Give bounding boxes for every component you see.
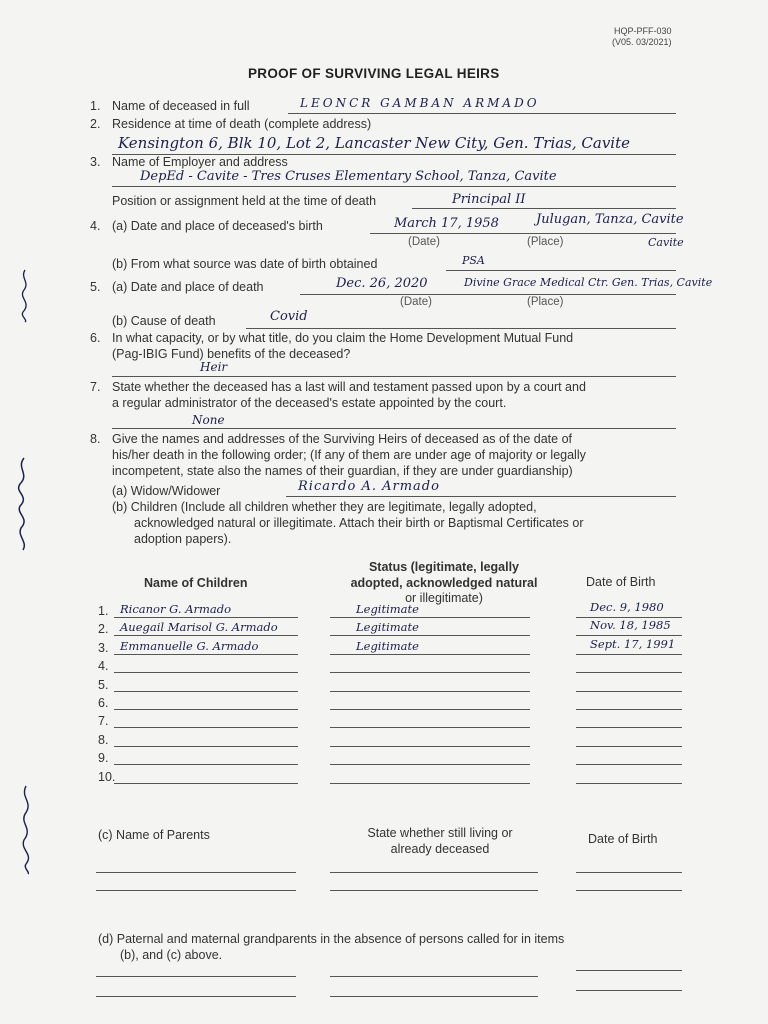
col-status-line2: adopted, acknowledged natural (350, 576, 538, 590)
child-name: Auegail Marisol G. Armado (120, 620, 278, 635)
grandparents-name-line-2 (96, 996, 296, 997)
table-row-number: 7. (98, 714, 109, 729)
table-row-dob-line (576, 727, 682, 728)
q6-line1: In what capacity, or by what title, do you claim the Home Development Mutual Fund (112, 331, 574, 345)
q2-label: Residence at time of death (complete address) (112, 117, 372, 131)
table-row-status-line (330, 709, 530, 710)
parents-col-status-1: State whether still living or (367, 826, 513, 840)
col-name-of-children: Name of Children (144, 576, 248, 590)
table-row-dob-line (576, 764, 682, 765)
q8a-answer: Ricardo A. Armado (298, 479, 440, 494)
child-name: Ricanor G. Armado (120, 602, 232, 616)
table-row-name-line (114, 654, 298, 655)
q4b-line (446, 270, 676, 271)
table-row-dob-line (576, 709, 682, 710)
table-row-name-line (114, 764, 298, 765)
q5b-label: (b) Cause of death (112, 314, 216, 328)
col-status-line3: or illegitimate) (405, 591, 483, 605)
q5a-place: Divine Grace Medical Ctr. Gen. Trias, Cavite (464, 276, 713, 289)
q1-line (288, 113, 676, 114)
table-row-dob-line (576, 691, 682, 692)
table-row-name-line (114, 617, 298, 618)
form-version: (V05. 03/2021) (612, 37, 672, 47)
q5a-line (300, 294, 676, 295)
col-status-line1: Status (legitimate, legally (368, 560, 520, 574)
position-label: Position or assignment held at the time of death (112, 194, 377, 208)
table-row-name-line (114, 727, 298, 728)
signature-mark (14, 268, 36, 324)
q8a-label: (a) Widow/Widower (112, 484, 221, 498)
q8-line3: incompetent, state also the names of their guardian, if they are under guardianship) (112, 464, 573, 478)
item-number-1: 1. (90, 99, 101, 113)
position-answer: Principal II (452, 192, 526, 207)
signature-mark (16, 784, 38, 876)
child-dob: Nov. 18, 1985 (590, 618, 671, 633)
q2-answer: Kensington 6, Blk 10, Lot 2, Lancaster New City, Gen. Trias, Cavite (118, 134, 631, 152)
q5a-label: (a) Date and place of death (112, 280, 264, 294)
table-row-status-line (330, 617, 530, 618)
q7-answer: None (192, 413, 225, 427)
q8b-line2: acknowledged natural or illegitimate. Attach their birth or Baptismal Certificates or (134, 516, 584, 530)
q7-line (112, 428, 676, 429)
q6-line2: (Pag-IBIG Fund) benefits of the deceased? (112, 347, 351, 361)
grandparents-status-line-2 (330, 996, 538, 997)
q7-line2: a regular administrator of the deceased's estate appointed by the court. (112, 396, 507, 410)
q5b-line (246, 328, 676, 329)
table-row-status-line (330, 764, 530, 765)
q4a-date-caption: (Date) (408, 236, 440, 248)
table-row-status-line (330, 691, 530, 692)
item-number-6: 6. (90, 331, 101, 345)
parents-dob-line-1 (576, 872, 682, 873)
q6-answer: Heir (200, 360, 228, 374)
q1-label: Name of deceased in full (112, 99, 250, 113)
table-row-name-line (114, 691, 298, 692)
q8-line1: Give the names and addresses of the Surviving Heirs of deceased as of the date of (112, 432, 572, 446)
q5a-date-caption: (Date) (400, 296, 432, 308)
child-dob: Dec. 9, 1980 (590, 600, 664, 614)
signature-mark (12, 456, 34, 552)
table-row-status-line (330, 635, 530, 636)
page-title: PROOF OF SURVIVING LEGAL HEIRS (248, 66, 500, 81)
table-row-number: 8. (98, 732, 109, 747)
child-status: Legitimate (356, 638, 419, 653)
table-row-number: 3. (98, 640, 109, 655)
grandparents-dob-line-2 (576, 990, 682, 991)
q5a-place-caption: (Place) (527, 296, 564, 308)
table-row-name-line (114, 672, 298, 673)
table-row-dob-line (576, 746, 682, 747)
col-date-of-birth: Date of Birth (586, 575, 656, 589)
q4a-label: (a) Date and place of deceased's birth (112, 219, 323, 233)
table-row-number: 6. (98, 696, 109, 710)
q3-label: Name of Employer and address (112, 155, 288, 169)
parents-name-line-2 (96, 890, 296, 891)
item-number-2: 2. (90, 117, 101, 131)
q8-line2: his/her death in the following order; (If any of them are under age of majority or legally (112, 448, 586, 462)
table-row-name-line (114, 635, 298, 636)
q4a-line (370, 233, 676, 234)
child-status: Legitimate (356, 620, 419, 635)
q4b-answer: PSA (462, 254, 485, 267)
table-row-status-line (330, 727, 530, 728)
table-row-name-line (114, 783, 298, 784)
parents-status-line-2 (330, 890, 538, 891)
grandparents-line2: (b), and (c) above. (120, 948, 223, 962)
table-row-number: 9. (98, 751, 109, 766)
parents-col-name: (c) Name of Parents (98, 828, 210, 842)
table-row-dob-line (576, 654, 682, 655)
table-row-number: 5. (98, 677, 109, 692)
item-number-7: 7. (90, 380, 101, 394)
form-code: HQP-PFF-030 (614, 26, 672, 36)
table-row-number: 4. (98, 659, 109, 674)
table-row-status-line (330, 783, 530, 784)
q8a-line (286, 496, 676, 497)
table-row-name-line (114, 709, 298, 710)
q5a-date: Dec. 26, 2020 (336, 276, 428, 291)
table-row-status-line (330, 746, 530, 747)
table-row-number: 10. (98, 769, 116, 784)
q4b-label: (b) From what source was date of birth obtained (112, 257, 378, 271)
item-number-5: 5. (90, 280, 101, 294)
child-status: Legitimate (356, 602, 419, 616)
table-row-dob-line (576, 783, 682, 784)
grandparents-dob-line-1 (576, 970, 682, 971)
table-row-number: 1. (98, 604, 109, 618)
q4a-place-extra: Cavite (648, 236, 684, 249)
q5b-answer: Covid (270, 309, 308, 324)
q4a-place-caption: (Place) (527, 236, 564, 248)
q3-line (112, 186, 676, 187)
table-row-name-line (114, 746, 298, 747)
q7-line1: State whether the deceased has a last will and testament passed upon by a court and (112, 380, 586, 394)
q6-line (112, 376, 676, 377)
parents-col-status-2: already deceased (390, 842, 490, 856)
q1-answer: LEONCR GAMBAN ARMADO (300, 96, 540, 110)
position-line (412, 208, 676, 209)
table-row-dob-line (576, 672, 682, 673)
q8b-line3: adoption papers). (134, 532, 232, 546)
table-row-number: 2. (98, 622, 109, 637)
q4a-date: March 17, 1958 (394, 216, 499, 231)
item-number-8: 8. (90, 432, 101, 446)
table-row-status-line (330, 654, 530, 655)
child-name: Emmanuelle G. Armado (120, 638, 259, 653)
item-number-3: 3. (90, 155, 101, 169)
parents-status-line-1 (330, 872, 538, 873)
q4a-place: Julugan, Tanza, Cavite (536, 212, 684, 227)
table-row-status-line (330, 672, 530, 673)
q3-answer: DepEd - Cavite - Tres Cruses Elementary School, Tanza, Cavite (140, 169, 557, 184)
parents-name-line-1 (96, 872, 296, 873)
child-dob: Sept. 17, 1991 (590, 636, 676, 651)
grandparents-name-line-1 (96, 976, 296, 977)
parents-dob-line-2 (576, 890, 682, 891)
item-number-4: 4. (90, 219, 101, 233)
grandparents-line1: (d) Paternal and maternal grandparents in the absence of persons called for in items (98, 932, 565, 946)
grandparents-status-line-1 (330, 976, 538, 977)
q8b-line1: (b) Children (Include all children whether they are legitimate, legally adopted, (112, 500, 537, 514)
parents-col-dob: Date of Birth (588, 832, 658, 846)
